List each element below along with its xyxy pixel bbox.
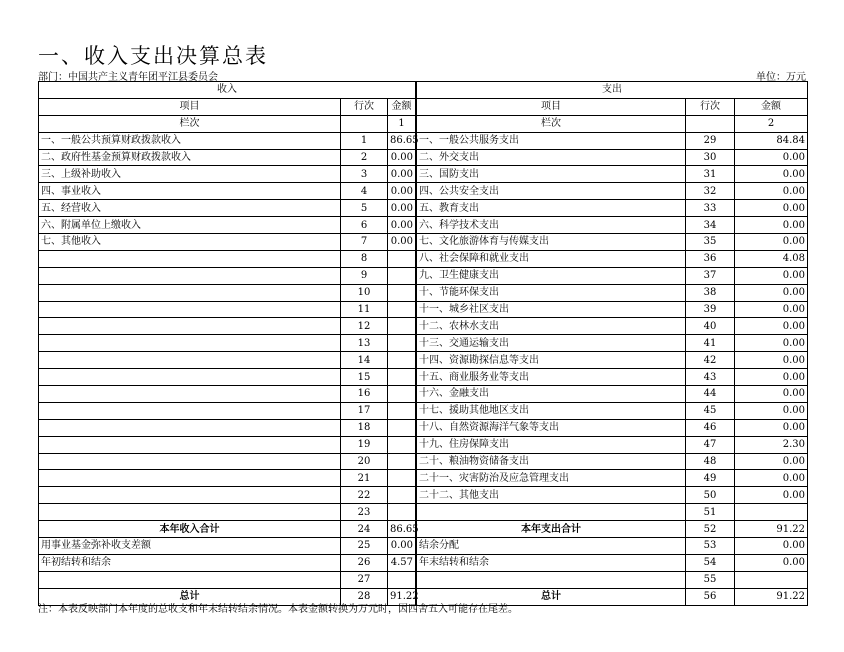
income-line-no: 6 — [341, 217, 388, 234]
income-col-number: 1 — [388, 115, 416, 132]
column-header-row — [39, 98, 808, 115]
table-row — [39, 132, 808, 149]
income-line-no: 11 — [341, 301, 388, 318]
income-item — [39, 250, 341, 267]
expense-line-no: 40 — [686, 318, 735, 335]
expense-line-no: 46 — [686, 419, 735, 436]
table-row — [39, 200, 808, 217]
expense-item: 十二、农林水支出 — [417, 318, 686, 335]
expense-line-no: 35 — [686, 234, 735, 251]
income-col-label: 栏次 — [39, 115, 341, 132]
expense-line-no: 31 — [686, 166, 735, 183]
table-row — [39, 318, 808, 335]
table-row — [39, 335, 808, 352]
department-label: 部门：中国共产主义青年团平江县委员会 — [38, 72, 218, 83]
income-item: 一、一般公共预算财政拨款收入 — [39, 132, 341, 149]
income-amount — [388, 318, 416, 335]
income-line-no: 13 — [341, 335, 388, 352]
expense-item: 二十、粮油物资储备支出 — [417, 453, 686, 470]
expense-item: 七、文化旅游体育与传媒支出 — [417, 234, 686, 251]
income-item — [39, 419, 341, 436]
income-line-no: 15 — [341, 369, 388, 386]
expense-line-no: 47 — [686, 436, 735, 453]
income-amount — [388, 470, 416, 487]
income-amount: 86.65 — [388, 521, 416, 538]
income-amount — [388, 436, 416, 453]
expense-amount: 0.00 — [735, 419, 808, 436]
expense-item: 结余分配 — [417, 538, 686, 555]
expense-item: 九、卫生健康支出 — [417, 267, 686, 284]
income-item: 三、上级补助收入 — [39, 166, 341, 183]
income-amount-header: 金额 — [388, 98, 416, 115]
expense-amount: 0.00 — [735, 470, 808, 487]
income-amount: 91.22 — [388, 588, 416, 605]
income-item — [39, 352, 341, 369]
income-item — [39, 369, 341, 386]
income-amount — [388, 487, 416, 504]
income-line-no: 21 — [341, 470, 388, 487]
expense-line-no: 36 — [686, 250, 735, 267]
expense-line-no: 37 — [686, 267, 735, 284]
income-line-no: 7 — [341, 234, 388, 251]
expense-line-no: 30 — [686, 149, 735, 166]
expense-line-no: 43 — [686, 369, 735, 386]
expense-line-no: 54 — [686, 554, 735, 571]
income-item: 四、事业收入 — [39, 183, 341, 200]
table-row — [39, 419, 808, 436]
expense-section-header: 支出 — [417, 82, 808, 99]
expense-amount: 0.00 — [735, 301, 808, 318]
expense-amount: 91.22 — [735, 588, 808, 605]
expense-line-no: 45 — [686, 402, 735, 419]
expense-item: 十六、金融支出 — [417, 386, 686, 403]
table-row — [39, 554, 808, 571]
income-line-no: 26 — [341, 554, 388, 571]
expense-item: 总计 — [417, 588, 686, 605]
expense-amount: 0.00 — [735, 352, 808, 369]
income-line-no: 14 — [341, 352, 388, 369]
income-amount: 86.65 — [388, 132, 416, 149]
expense-line-no: 53 — [686, 538, 735, 555]
income-amount — [388, 453, 416, 470]
expense-amount: 4.08 — [735, 250, 808, 267]
expense-item: 二十一、灾害防治及应急管理支出 — [417, 470, 686, 487]
income-line-no: 19 — [341, 436, 388, 453]
income-line-no: 9 — [341, 267, 388, 284]
footnote: 注：本表反映部门本年度的总收支和年末结转结余情况。本表金额转换为万元时，因四舍五入可能存在尾差。 — [38, 604, 518, 615]
income-item: 本年收入合计 — [39, 521, 341, 538]
expense-item: 二、外交支出 — [417, 149, 686, 166]
income-amount — [388, 301, 416, 318]
income-item — [39, 301, 341, 318]
income-item — [39, 571, 341, 588]
table-row — [39, 386, 808, 403]
expense-amount: 0.00 — [735, 386, 808, 403]
income-amount: 0.00 — [388, 217, 416, 234]
expense-amount: 0.00 — [735, 166, 808, 183]
income-line-no: 28 — [341, 588, 388, 605]
table-row — [39, 538, 808, 555]
expense-item: 年末结转和结余 — [417, 554, 686, 571]
expense-line-no: 32 — [686, 183, 735, 200]
income-amount — [388, 419, 416, 436]
expense-line-no: 39 — [686, 301, 735, 318]
income-amount — [388, 250, 416, 267]
expense-item: 十、节能环保支出 — [417, 284, 686, 301]
income-item: 总计 — [39, 588, 341, 605]
income-line-no: 16 — [341, 386, 388, 403]
table-row — [39, 284, 808, 301]
income-section-header: 收入 — [39, 82, 416, 99]
unit-label: 单位：万元 — [756, 72, 806, 83]
expense-item: 十五、商业服务业等支出 — [417, 369, 686, 386]
table-row — [39, 267, 808, 284]
expense-amount: 2.30 — [735, 436, 808, 453]
income-item-header: 项目 — [39, 98, 341, 115]
table-row — [39, 504, 808, 521]
expense-line-no: 50 — [686, 487, 735, 504]
expense-amount: 0.00 — [735, 538, 808, 555]
expense-item: 八、社会保障和就业支出 — [417, 250, 686, 267]
table-row — [39, 234, 808, 251]
income-item: 年初结转和结余 — [39, 554, 341, 571]
income-line-no: 23 — [341, 504, 388, 521]
income-line-no: 25 — [341, 538, 388, 555]
expense-item: 十九、住房保障支出 — [417, 436, 686, 453]
income-amount: 0.00 — [388, 166, 416, 183]
income-item — [39, 267, 341, 284]
expense-item: 四、公共安全支出 — [417, 183, 686, 200]
table-row — [39, 521, 808, 538]
expense-amount: 0.00 — [735, 183, 808, 200]
expense-amount: 0.00 — [735, 217, 808, 234]
expense-item: 本年支出合计 — [417, 521, 686, 538]
income-line-no: 24 — [341, 521, 388, 538]
expense-line-no: 42 — [686, 352, 735, 369]
income-item — [39, 453, 341, 470]
income-amount: 0.00 — [388, 149, 416, 166]
expense-amount: 0.00 — [735, 318, 808, 335]
income-item — [39, 335, 341, 352]
income-amount — [388, 504, 416, 521]
income-amount — [388, 386, 416, 403]
expense-line-no: 38 — [686, 284, 735, 301]
income-amount — [388, 571, 416, 588]
expense-item: 十八、自然资源海洋气象等支出 — [417, 419, 686, 436]
income-amount: 0.00 — [388, 234, 416, 251]
expense-amount: 0.00 — [735, 402, 808, 419]
expense-col-number: 2 — [735, 115, 808, 132]
income-amount: 0.00 — [388, 200, 416, 217]
income-item — [39, 504, 341, 521]
income-line-no: 1 — [341, 132, 388, 149]
expense-line-no: 29 — [686, 132, 735, 149]
expense-item: 十七、援助其他地区支出 — [417, 402, 686, 419]
table-row — [39, 402, 808, 419]
income-line-no: 3 — [341, 166, 388, 183]
expense-item: 十一、城乡社区支出 — [417, 301, 686, 318]
income-item — [39, 386, 341, 403]
income-line-no: 12 — [341, 318, 388, 335]
income-amount: 0.00 — [388, 183, 416, 200]
expense-line-no: 55 — [686, 571, 735, 588]
income-item — [39, 470, 341, 487]
table-row — [39, 571, 808, 588]
expense-item: 三、国防支出 — [417, 166, 686, 183]
expense-amount: 0.00 — [735, 200, 808, 217]
expense-line-no: 51 — [686, 504, 735, 521]
expense-col-label: 栏次 — [417, 115, 686, 132]
income-amount — [388, 352, 416, 369]
income-item — [39, 318, 341, 335]
expense-line-no: 33 — [686, 200, 735, 217]
income-amount: 0.00 — [388, 538, 416, 555]
income-line-no: 4 — [341, 183, 388, 200]
expense-amount: 0.00 — [735, 487, 808, 504]
table-row — [39, 217, 808, 234]
expense-line-no: 49 — [686, 470, 735, 487]
income-line-no: 27 — [341, 571, 388, 588]
expense-item — [417, 504, 686, 521]
income-line-no: 8 — [341, 250, 388, 267]
expense-amount — [735, 571, 808, 588]
income-item: 六、附属单位上缴收入 — [39, 217, 341, 234]
expense-amount: 0.00 — [735, 554, 808, 571]
page-title: 一、收入支出决算总表 — [38, 44, 268, 68]
expense-amount: 91.22 — [735, 521, 808, 538]
expense-line-no: 56 — [686, 588, 735, 605]
table-row — [39, 183, 808, 200]
expense-amount: 0.00 — [735, 284, 808, 301]
income-amount — [388, 402, 416, 419]
expense-amount: 0.00 — [735, 267, 808, 284]
table-row — [39, 369, 808, 386]
expense-amount: 0.00 — [735, 335, 808, 352]
expense-amount-header: 金额 — [735, 98, 808, 115]
table-row — [39, 250, 808, 267]
expense-item: 十三、交通运输支出 — [417, 335, 686, 352]
expense-item: 二十二、其他支出 — [417, 487, 686, 504]
income-amount — [388, 284, 416, 301]
income-item — [39, 284, 341, 301]
expense-amount: 0.00 — [735, 234, 808, 251]
expense-line-no-header: 行次 — [686, 98, 735, 115]
table-row — [39, 436, 808, 453]
income-item: 七、其他收入 — [39, 234, 341, 251]
section-header-row — [39, 82, 808, 99]
income-amount: 4.57 — [388, 554, 416, 571]
income-line-no-header: 行次 — [341, 98, 388, 115]
expense-amount: 0.00 — [735, 453, 808, 470]
expense-amount: 84.84 — [735, 132, 808, 149]
expense-item-header: 项目 — [417, 98, 686, 115]
expense-item: 一、一般公共服务支出 — [417, 132, 686, 149]
income-item: 二、政府性基金预算财政拨款收入 — [39, 149, 341, 166]
income-item: 用事业基金弥补收支差额 — [39, 538, 341, 555]
income-amount — [388, 335, 416, 352]
income-item — [39, 402, 341, 419]
income-item: 五、经营收入 — [39, 200, 341, 217]
expense-line-no: 44 — [686, 386, 735, 403]
income-amount — [388, 267, 416, 284]
table-row — [39, 166, 808, 183]
expense-line-no: 52 — [686, 521, 735, 538]
expense-amount — [735, 504, 808, 521]
income-expense-table — [38, 81, 808, 606]
expense-line-no: 41 — [686, 335, 735, 352]
expense-line-no: 48 — [686, 453, 735, 470]
table-row — [39, 301, 808, 318]
income-amount — [388, 369, 416, 386]
expense-item: 六、科学技术支出 — [417, 217, 686, 234]
table-row — [39, 352, 808, 369]
income-line-no: 17 — [341, 402, 388, 419]
table-row — [39, 453, 808, 470]
income-line-no: 5 — [341, 200, 388, 217]
expense-item — [417, 571, 686, 588]
income-line-no: 22 — [341, 487, 388, 504]
income-item — [39, 436, 341, 453]
income-line-no: 18 — [341, 419, 388, 436]
expense-item: 十四、资源勘探信息等支出 — [417, 352, 686, 369]
income-line-no: 2 — [341, 149, 388, 166]
table-row — [39, 487, 808, 504]
expense-amount: 0.00 — [735, 369, 808, 386]
expense-line-no: 34 — [686, 217, 735, 234]
table-row — [39, 149, 808, 166]
column-number-row — [39, 115, 808, 132]
expense-item: 五、教育支出 — [417, 200, 686, 217]
expense-amount: 0.00 — [735, 149, 808, 166]
income-line-no: 10 — [341, 284, 388, 301]
income-item — [39, 487, 341, 504]
table-row — [39, 470, 808, 487]
income-line-no: 20 — [341, 453, 388, 470]
